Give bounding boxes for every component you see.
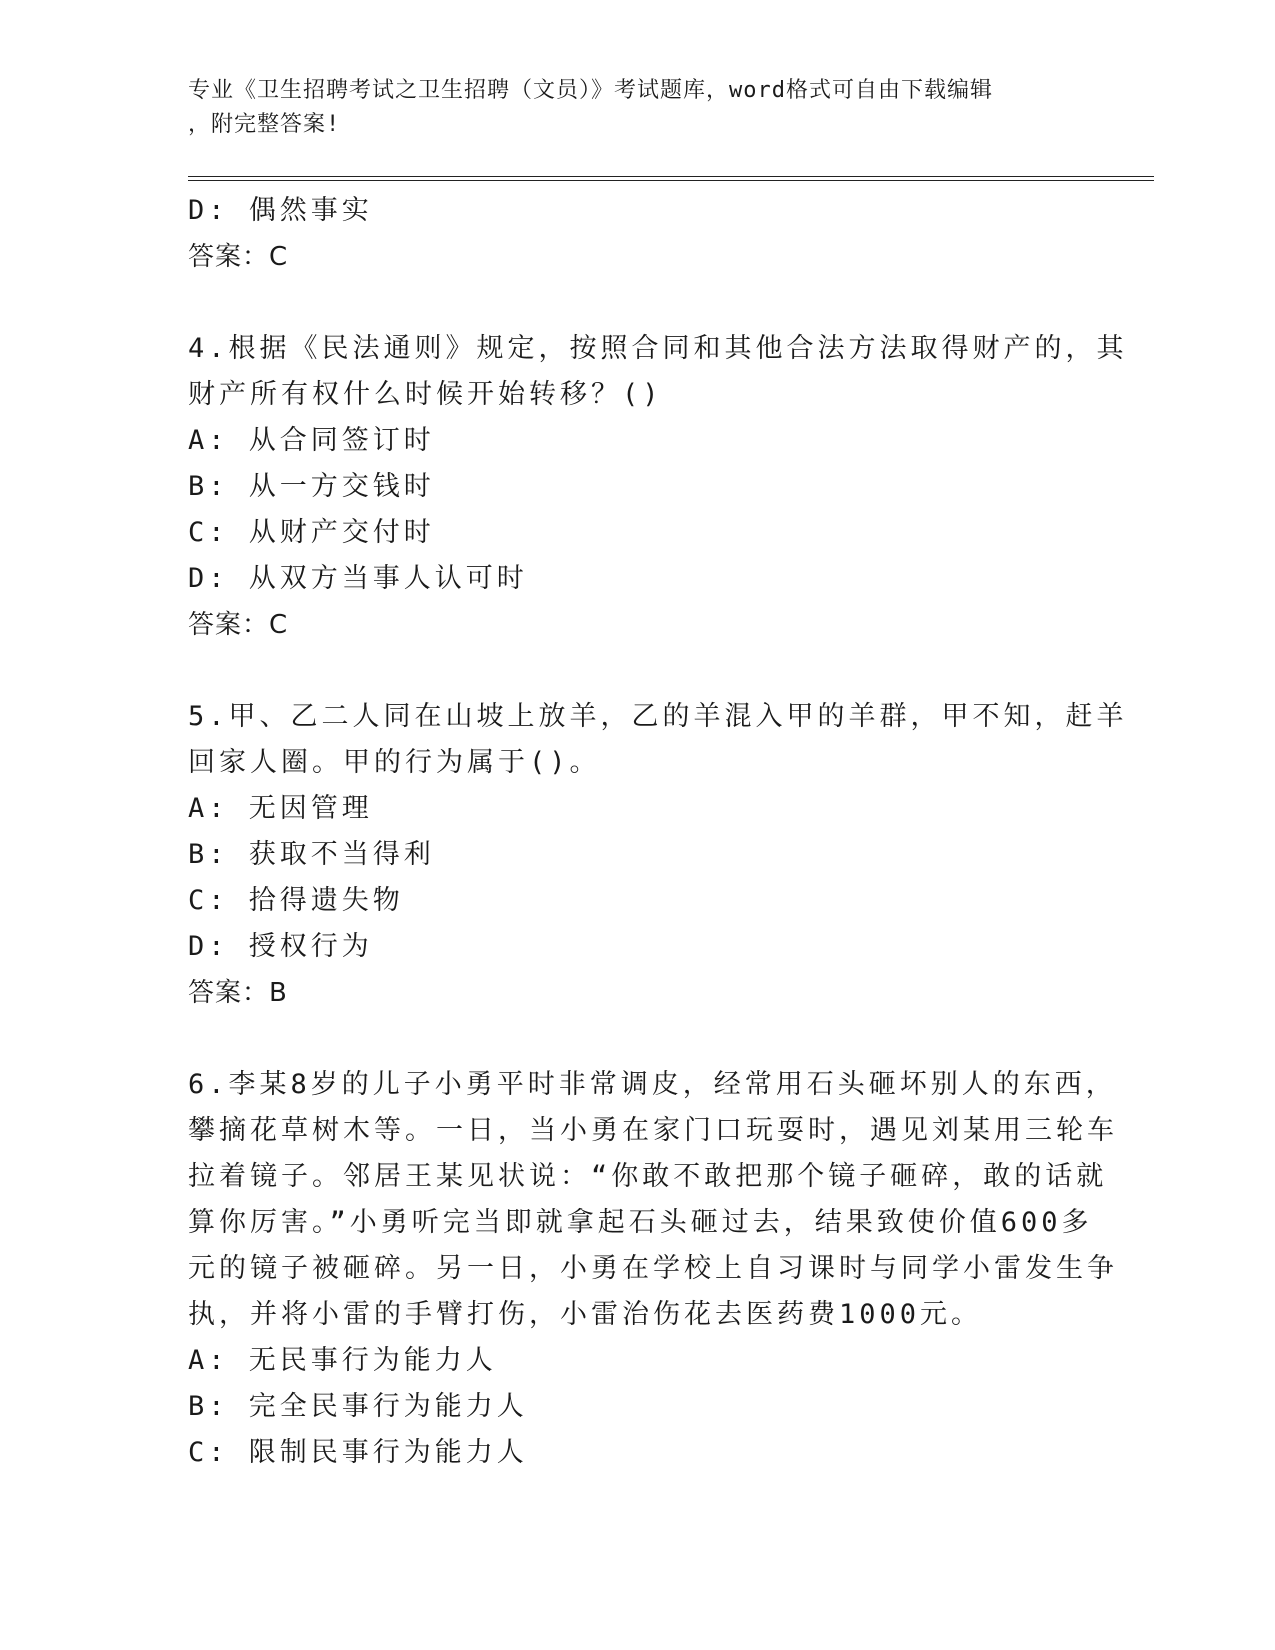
spacer <box>188 1016 1068 1062</box>
q4-option-c: C: 从财产交付时 <box>188 517 435 548</box>
q3-answer: 答案：C <box>188 242 289 272</box>
q4-option-d: D: 从双方当事人认可时 <box>188 563 528 594</box>
q6-stem-line-3: 拉着镜子。邻居王某见状说：“你敢不敢把那个镜子砸碎，敢的话就 <box>188 1161 1108 1192</box>
q4-option-b: B: 从一方交钱时 <box>188 471 435 502</box>
q6-stem-line-4: 算你厉害。”小勇听完当即就拿起石头砸过去，结果致使价值600多 <box>188 1207 1093 1238</box>
q5-option-b: B: 获取不当得利 <box>188 839 435 870</box>
q5-option-a: A: 无因管理 <box>188 793 373 824</box>
header-title-line-1: 专业《卫生招聘考试之卫生招聘（文员）》考试题库，word格式可自由下载编辑 <box>188 78 993 103</box>
spacer <box>188 648 1068 694</box>
q6-stem-line-6: 执，并将小雷的手臂打伤，小雷治伤花去医药费1000元。 <box>188 1299 983 1330</box>
header-double-rule <box>188 176 1154 181</box>
header-title-line-2: ，附完整答案! <box>188 112 341 137</box>
spacer <box>188 280 1068 326</box>
question-content <box>188 188 1128 1476</box>
question-3-tail <box>188 188 1068 280</box>
q3-option-d: D: 偶然事实 <box>188 195 373 226</box>
q6-stem-line-5: 元的镜子被砸碎。另一日，小勇在学校上自习课时与同学小雷发生争 <box>188 1253 1118 1284</box>
question-5 <box>188 694 1128 1016</box>
q4-answer: 答案：C <box>188 610 289 640</box>
q6-option-c: C: 限制民事行为能力人 <box>188 1437 528 1468</box>
question-4 <box>188 326 1128 648</box>
question-6 <box>188 1062 1118 1476</box>
q5-stem-line-2: 回家人圈。甲的行为属于()。 <box>188 747 601 778</box>
q5-option-d: D: 授权行为 <box>188 931 373 962</box>
q4-stem-line-1: 4.根据《民法通则》规定，按照合同和其他合法方法取得财产的，其 <box>188 333 1128 364</box>
q5-option-c: C: 拾得遗失物 <box>188 885 404 916</box>
q6-option-b: B: 完全民事行为能力人 <box>188 1391 528 1422</box>
document-header <box>188 74 1068 142</box>
q6-stem-line-2: 攀摘花草树木等。一日，当小勇在家门口玩耍时，遇见刘某用三轮车 <box>188 1115 1118 1146</box>
q4-stem-line-2: 财产所有权什么时候开始转移？() <box>188 379 663 410</box>
q5-answer: 答案：B <box>188 978 288 1008</box>
q6-stem-line-1: 6.李某8岁的儿子小勇平时非常调皮，经常用石头砸坏别人的东西， <box>188 1069 1117 1100</box>
q4-option-a: A: 从合同签订时 <box>188 425 435 456</box>
q6-option-a: A: 无民事行为能力人 <box>188 1345 497 1376</box>
q5-stem-line-1: 5.甲、乙二人同在山坡上放羊，乙的羊混入甲的羊群，甲不知，赶羊 <box>188 701 1128 732</box>
